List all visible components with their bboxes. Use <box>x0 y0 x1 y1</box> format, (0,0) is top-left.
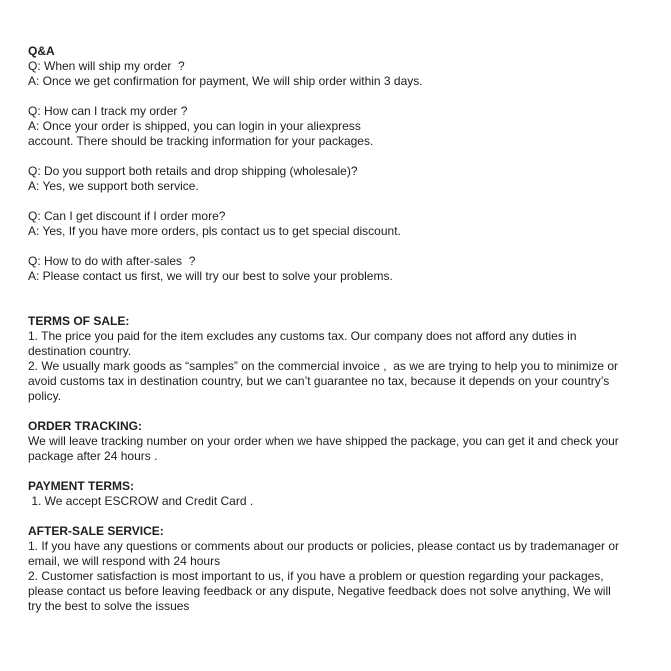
after-sale-item <box>28 569 648 614</box>
answer-text: A: Please contact us first, we will try our best to solve your problems. <box>28 269 393 283</box>
store-policy-document <box>28 44 648 614</box>
after-sale-item <box>28 539 648 569</box>
qa-section <box>28 44 648 284</box>
qa-item <box>28 164 648 194</box>
answer-text: A: Yes, we support both service. <box>28 179 199 193</box>
tracking-text: We will leave tracking number on your order when we have shipped the package, you can get it and check your <box>28 434 619 448</box>
qa-item <box>28 104 648 149</box>
qa-item <box>28 59 648 89</box>
order-tracking-heading: ORDER TRACKING: <box>28 419 142 433</box>
payment-terms-heading: PAYMENT TERMS: <box>28 479 135 493</box>
question-text: Q: How to do with after-sales ? <box>28 254 196 268</box>
answer-text: A: Once we get confirmation for payment, We will ship order within 3 days. <box>28 74 423 88</box>
after-sale-text: please contact us before leaving feedback or any dispute, Negative feedback does not solve anything, We will <box>28 584 611 598</box>
terms-of-sale-heading: TERMS OF SALE: <box>28 314 130 328</box>
qa-heading: Q&A <box>28 44 55 58</box>
terms-of-sale-section <box>28 314 648 404</box>
question-text: Q: Can I get discount if I order more? <box>28 209 226 223</box>
terms-item <box>28 359 648 404</box>
after-sale-text: 1. If you have any questions or comments about our products or policies, please contact us by trademanager or <box>28 539 619 553</box>
after-sale-service-section <box>28 524 648 614</box>
tracking-text: package after 24 hours . <box>28 449 158 463</box>
payment-text: 1. We accept ESCROW and Credit Card . <box>28 494 254 508</box>
question-text: Q: Do you support both retails and drop shipping (wholesale)? <box>28 164 358 178</box>
answer-text: account. There should be tracking information for your packages. <box>28 134 374 148</box>
terms-text: destination country. <box>28 344 132 358</box>
after-sale-service-heading: AFTER-SALE SERVICE: <box>28 524 164 538</box>
terms-text: 1. The price you paid for the item excludes any customs tax. Our company does not afford any duties in <box>28 329 577 343</box>
question-text: Q: When will ship my order ? <box>28 59 185 73</box>
terms-item <box>28 329 648 359</box>
terms-text: avoid customs tax in destination country, but we can’t guarantee no tax, because it depends on your country’s <box>28 374 610 388</box>
question-text: Q: How can I track my order ? <box>28 104 188 118</box>
after-sale-text: 2. Customer satisfaction is most important to us, if you have a problem or question regarding your packages, <box>28 569 604 583</box>
terms-text: 2. We usually mark goods as “samples” on the commercial invoice , as we are trying to help you to minimize or <box>28 359 619 373</box>
after-sale-text: try the best to solve the issues <box>28 599 190 613</box>
after-sale-text: email, we will respond with 24 hours <box>28 554 221 568</box>
answer-text: A: Once your order is shipped, you can login in your aliexpress <box>28 119 361 133</box>
order-tracking-section <box>28 419 648 464</box>
payment-terms-section <box>28 479 648 509</box>
qa-item <box>28 254 648 284</box>
answer-text: A: Yes, If you have more orders, pls contact us to get special discount. <box>28 224 401 238</box>
terms-text: policy. <box>28 389 62 403</box>
qa-item <box>28 209 648 239</box>
